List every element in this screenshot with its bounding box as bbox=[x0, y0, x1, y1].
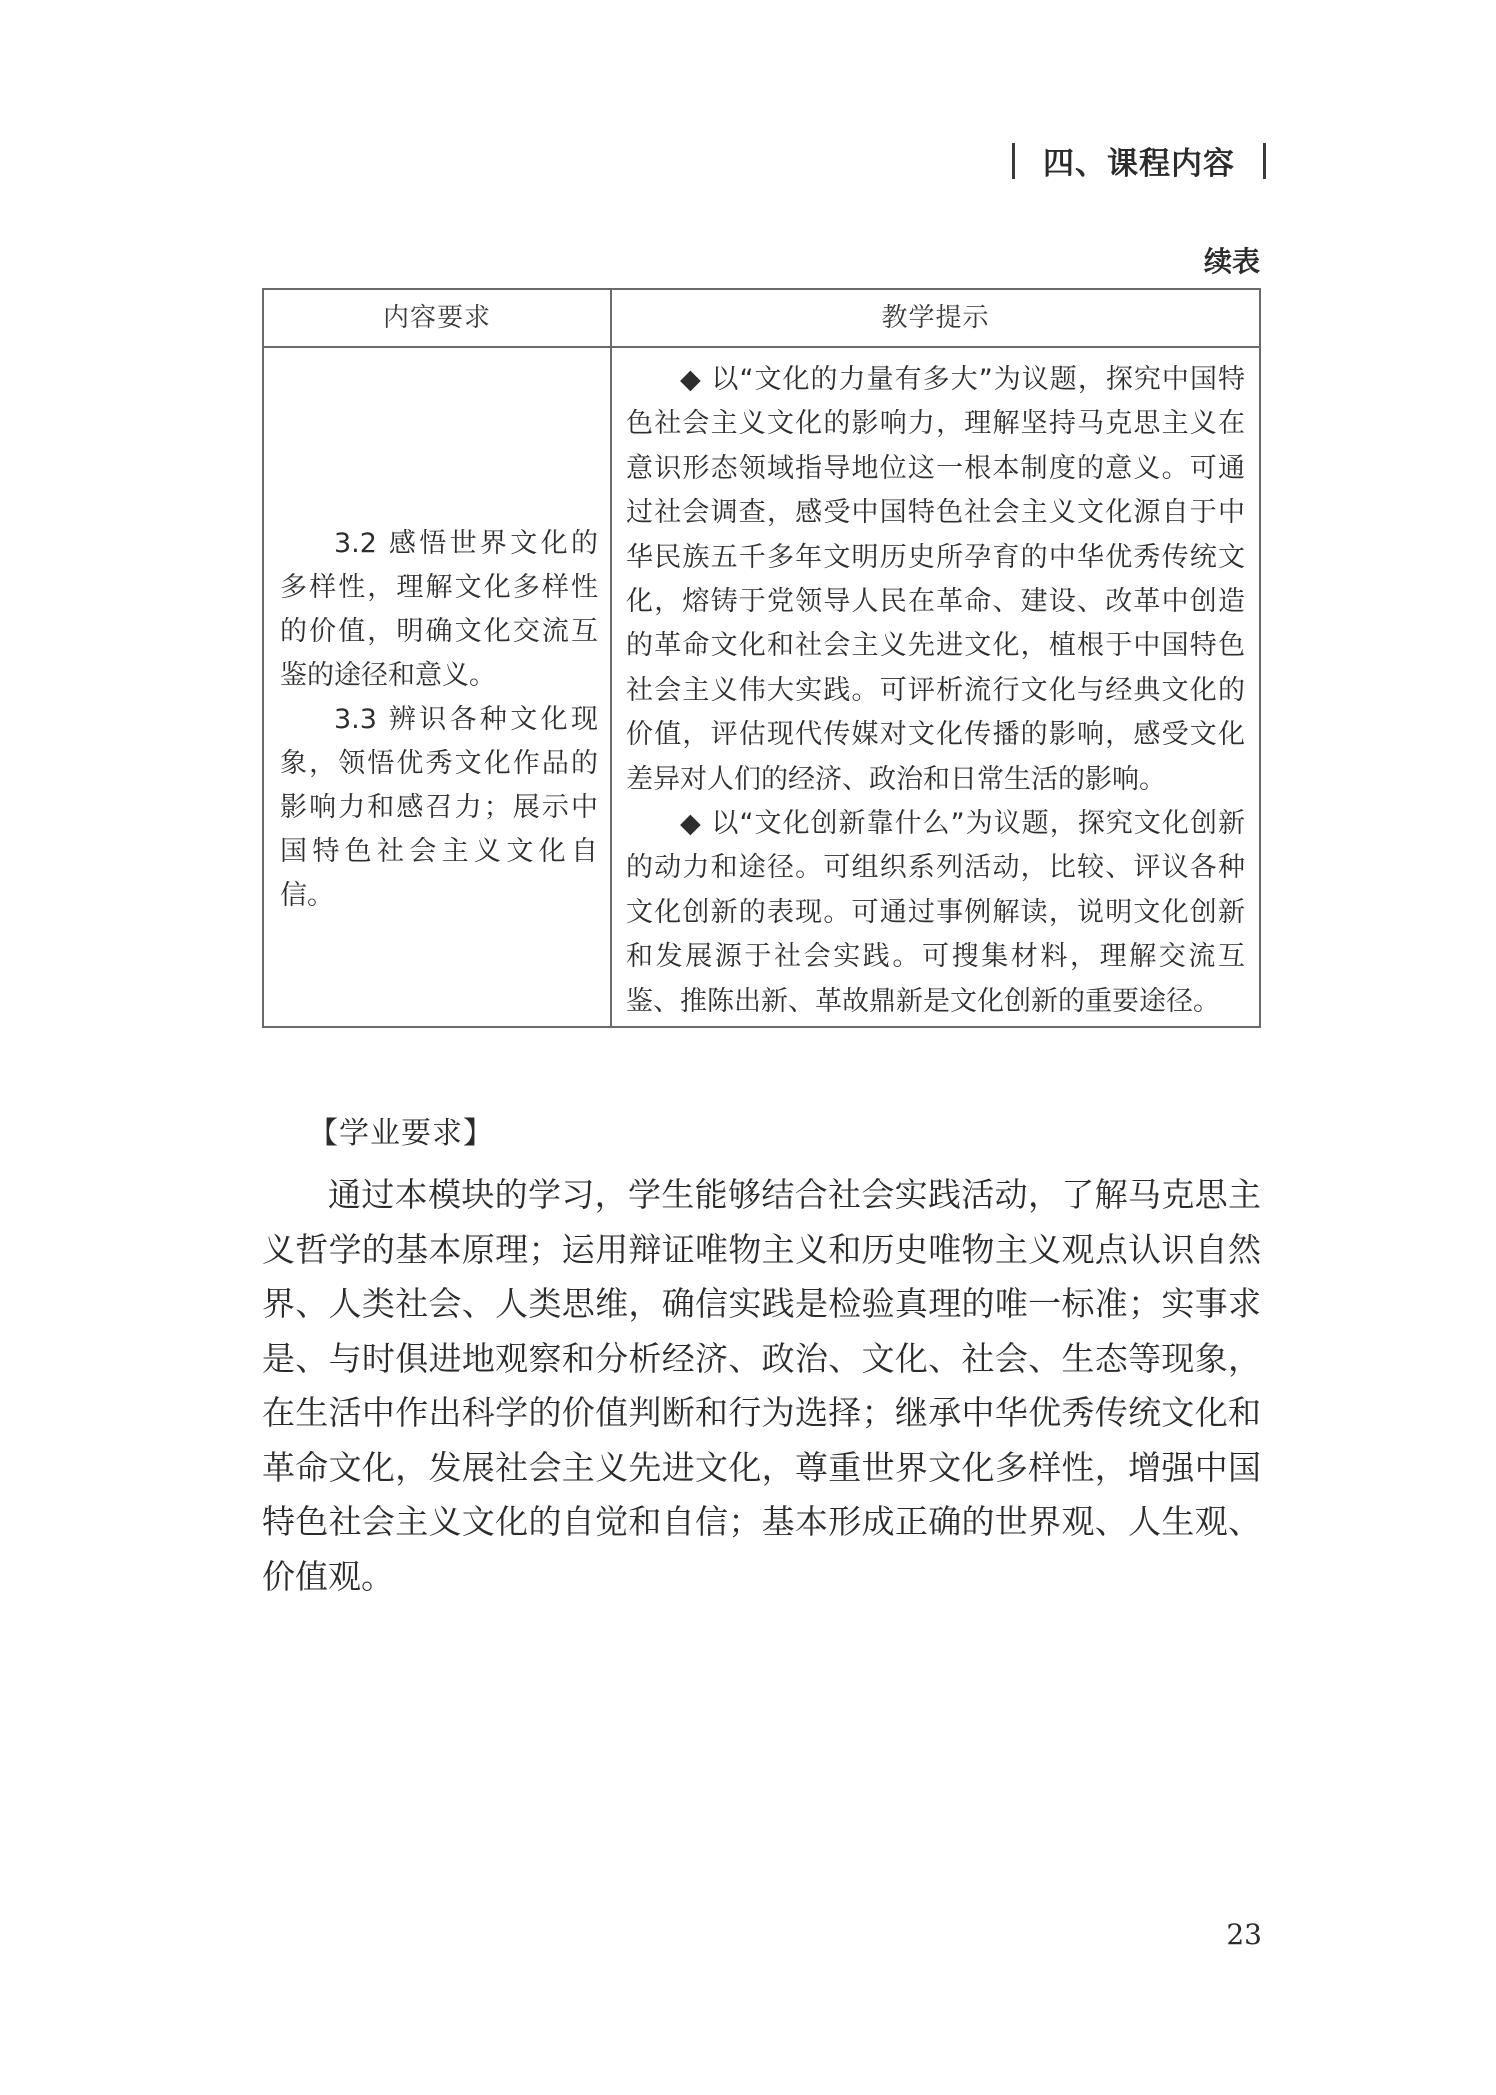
requirement-3-2: 3.2 感悟世界文化的多样性，理解文化多样性的价值，明确文化交流互鉴的途径和意义。 bbox=[280, 528, 598, 691]
chapter-title: 四、课程内容 bbox=[1043, 146, 1235, 182]
table-continued-label: 续表 bbox=[1203, 245, 1260, 278]
academic-requirements-heading: 【学业要求】 bbox=[308, 1116, 494, 1151]
academic-requirements-paragraph: 通过本模块的学习，学生能够结合社会实践活动，了解马克思主义哲学的基本原理；运用辩证唯物主义和历史唯物主义观点认识自然界、人类社会、人类思维，确信实践是检验真理的唯一标准；实事求是、与时俱进地观察和分析经济、政治、文化、社会、生态等现象，在生活中作出科学的价值判断和行为选择；继承中华优秀传统文化和革命文化，发展社会主义先进文化，尊重世界文化多样性，增强中国特色社会主义文化的自觉和自信；基本形成正确的世界观、人生观、价值观。 bbox=[262, 1175, 1261, 1596]
header-left-rule bbox=[1012, 143, 1015, 179]
table-header-divider bbox=[264, 346, 1259, 348]
teaching-tips-cell bbox=[626, 358, 1245, 1024]
page-number: 23 bbox=[1226, 1918, 1262, 1951]
content-requirements-cell bbox=[280, 522, 598, 918]
teaching-tip-culture-innovation: ◆ 以“文化创新靠什么”为议题，探究文化创新的动力和途径。可组织系列活动，比较、评议各种文化创新的表现。可通过事例解读，说明文化创新和发展源于社会实践。可搜集材料，理解交流互鉴、推陈出新、革故鼎新是文化创新的重要途径。 bbox=[626, 808, 1245, 1017]
header-right-rule bbox=[1263, 143, 1266, 179]
table-column-divider bbox=[610, 290, 612, 1026]
column-header-content-requirements: 内容要求 bbox=[382, 303, 491, 333]
column-header-teaching-tips: 教学提示 bbox=[881, 303, 990, 333]
content-table bbox=[262, 288, 1261, 1028]
running-header bbox=[1012, 138, 1266, 183]
requirement-3-3: 3.3 辨识各种文化现象，领悟优秀文化作品的影响力和感召力；展示中国特色社会主义文化自信。 bbox=[280, 704, 598, 911]
teaching-tip-culture-power: ◆ 以“文化的力量有多大”为议题，探究中国特色社会主义文化的影响力，理解坚持马克思主义在意识形态领域指导地位这一根本制度的意义。可通过社会调查，感受中国特色社会主义文化源自于中华民族五千多年文明历史所孕育的中华优秀传统文化，熔铸于党领导人民在革命、建设、改革中创造的革命文化和社会主义先进文化，植根于中国特色社会主义伟大实践。可评析流行文化与经典文化的价值，评估现代传媒对文化传播的影响，感受文化差异对人们的经济、政治和日常生活的影响。 bbox=[626, 364, 1245, 795]
